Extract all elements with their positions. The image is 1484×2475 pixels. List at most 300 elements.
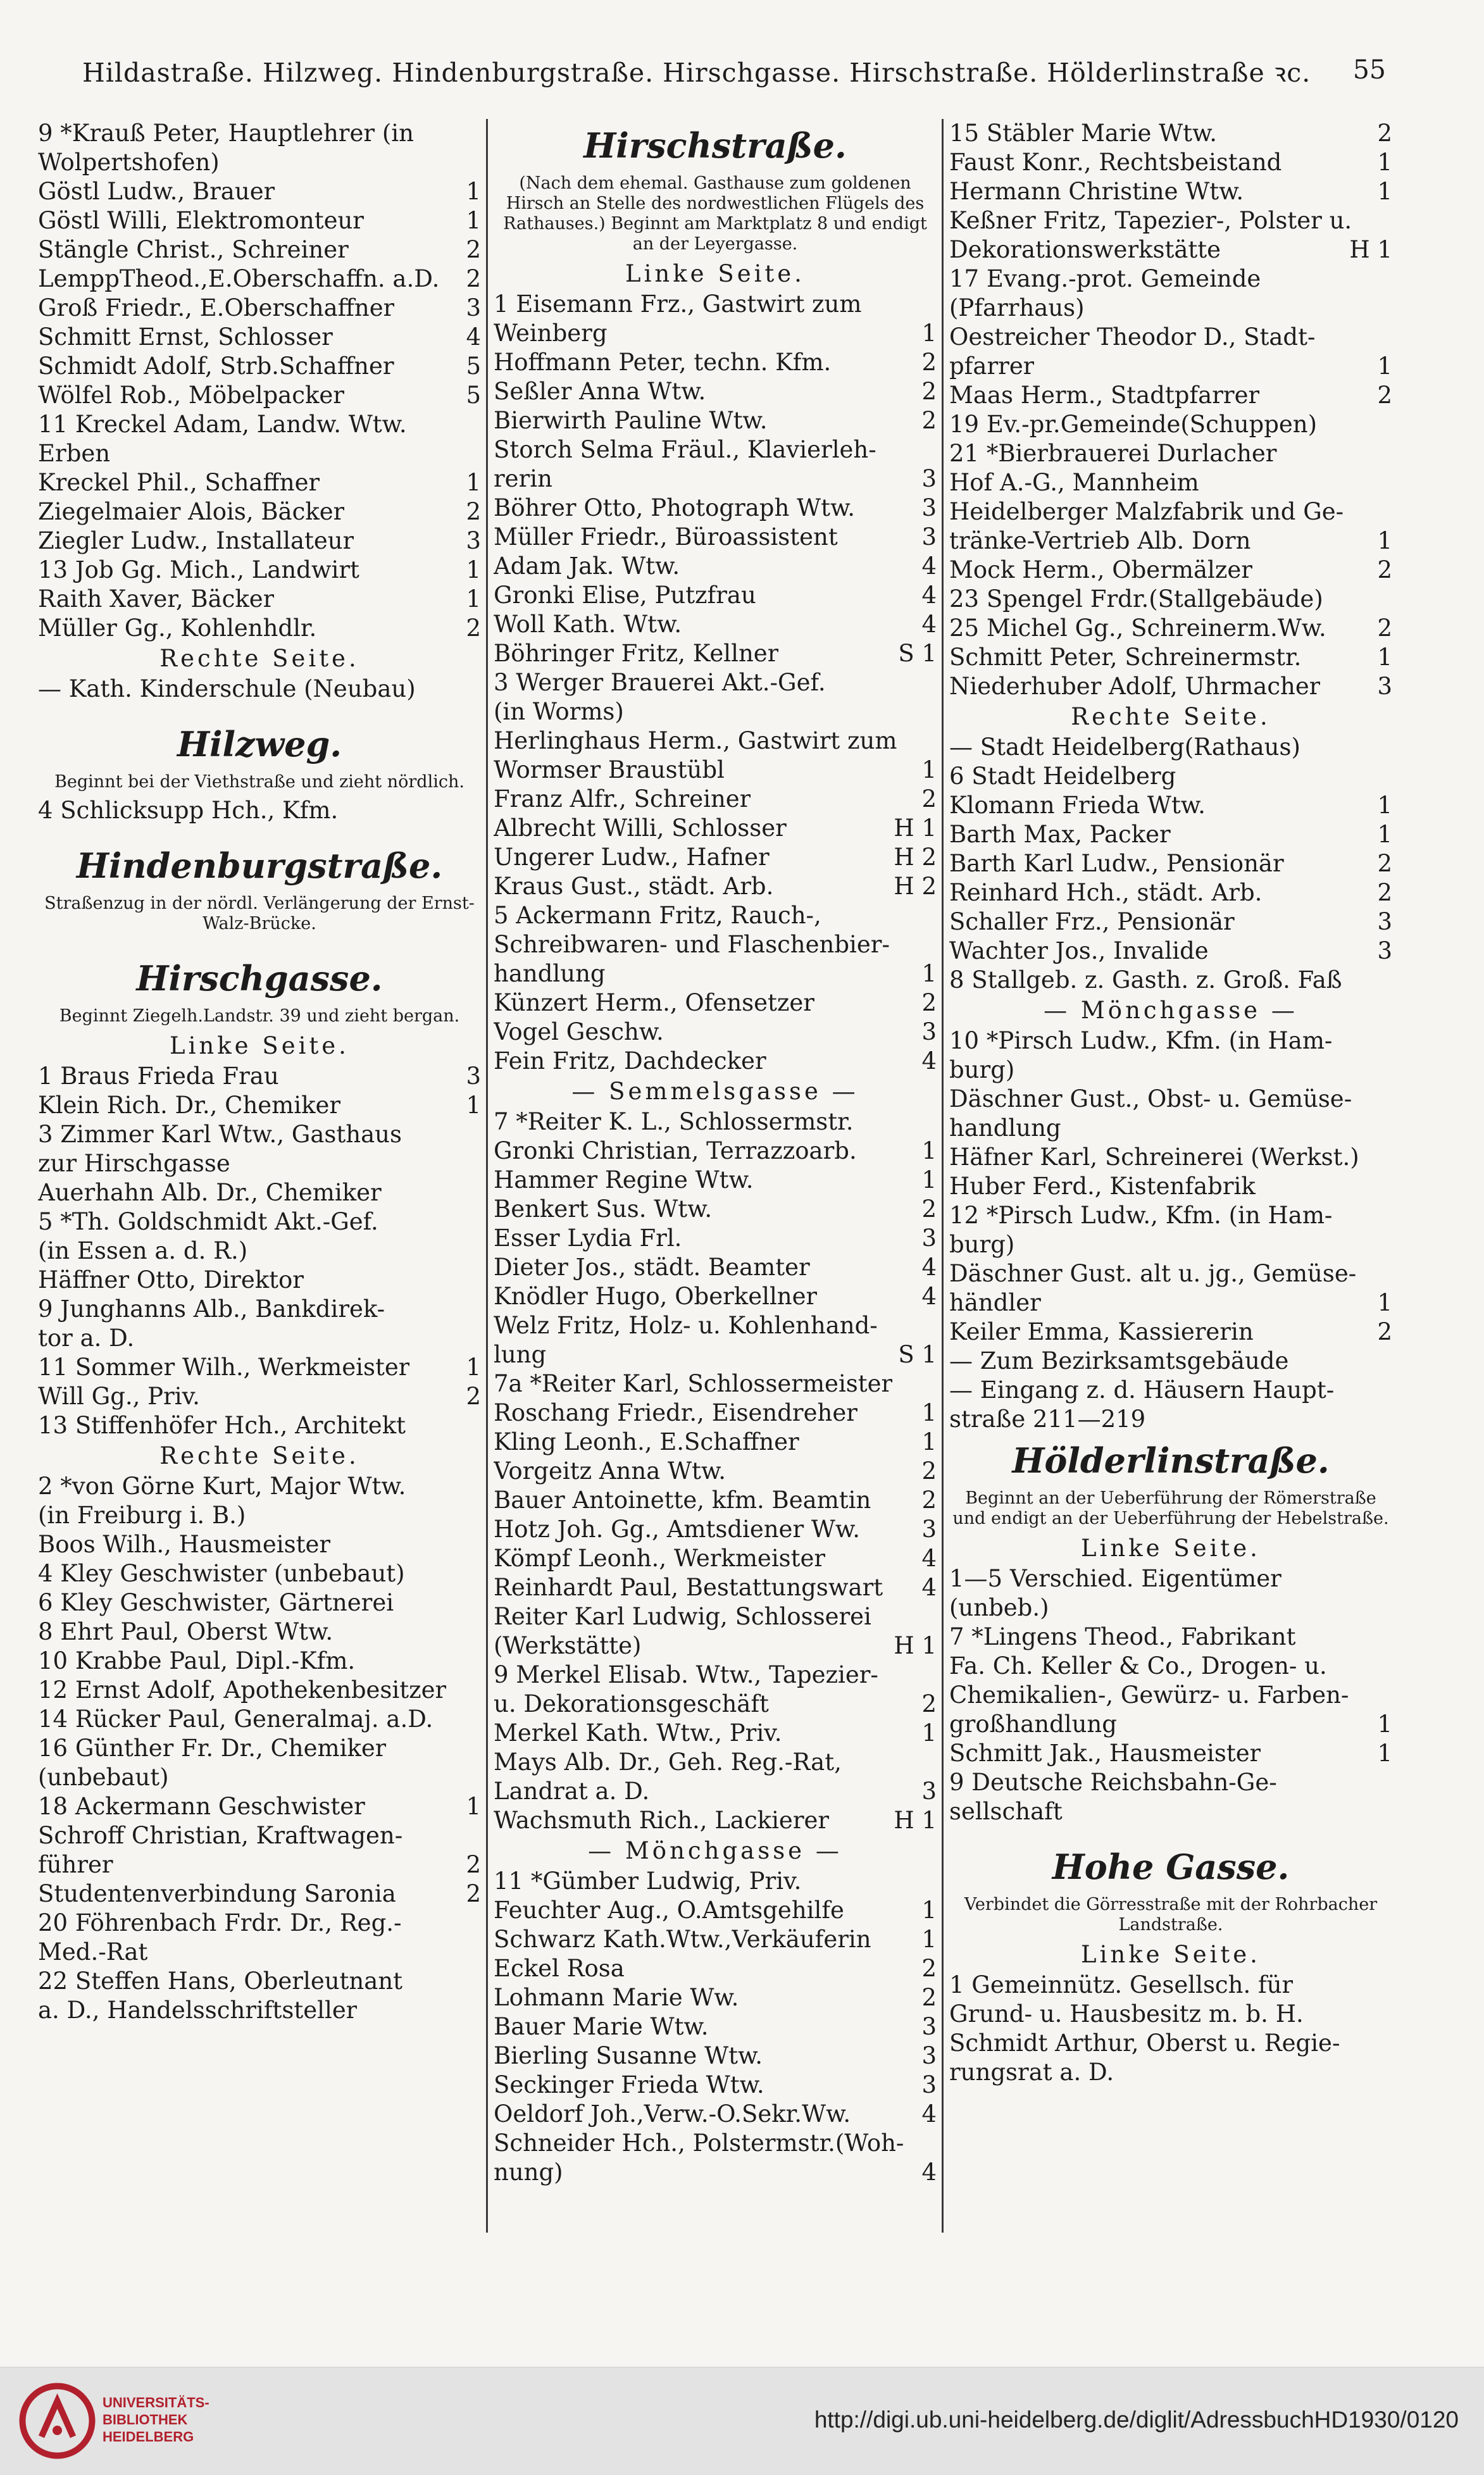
directory-entry bbox=[949, 791, 1392, 820]
directory-entry bbox=[38, 1734, 481, 1763]
directory-entry bbox=[949, 1201, 1392, 1230]
entry-text: 13 Job Gg. Mich., Landwirt bbox=[38, 556, 359, 583]
entry-text: händler bbox=[949, 1289, 1041, 1316]
floor-number: 3 bbox=[921, 2042, 937, 2069]
source-url-link[interactable]: http://digi.ub.uni-heidelberg.de/diglit/AdressbuchHD1930/0120 bbox=[814, 2407, 1459, 2433]
entry-text: Franz Alfr., Schreiner bbox=[494, 785, 751, 813]
directory-entry bbox=[494, 1486, 937, 1515]
entry-text: Wachsmuth Rich., Lackierer bbox=[494, 1807, 830, 1834]
entry-text: Schmitt Ernst, Schlosser bbox=[38, 323, 333, 351]
floor-number: 2 bbox=[921, 1195, 937, 1223]
directory-entry bbox=[949, 1768, 1392, 1797]
street-note: Beginnt an der Ueberführung der Römerstraße und endigt an der Ueberführung der Hebelstraße. bbox=[952, 1488, 1389, 1528]
entry-text: Ziegler Ludw., Installateur bbox=[38, 527, 354, 554]
floor-number: 1 bbox=[466, 1092, 481, 1119]
spacer bbox=[949, 1826, 1392, 1840]
floor-number: 2 bbox=[921, 1487, 937, 1514]
floor-number: 1 bbox=[1377, 1740, 1392, 1767]
entry-text: (Werkstätte) bbox=[494, 1632, 642, 1659]
directory-entry bbox=[494, 1428, 937, 1457]
directory-entry bbox=[494, 1661, 937, 1690]
floor-number: H 1 bbox=[1349, 236, 1392, 263]
floor-number: 1 bbox=[1377, 821, 1392, 848]
entry-text: Woll Kath. Wtw. bbox=[494, 611, 682, 638]
street-note: Straßenzug in der nördl. Verlängerung der Ernst-Walz-Brücke. bbox=[44, 894, 475, 933]
floor-number: 1 bbox=[1377, 149, 1392, 176]
directory-entry bbox=[494, 1253, 937, 1282]
street-note: Beginnt bei der Viethstraße und zieht nördlich. bbox=[54, 772, 465, 792]
floor-number: 2 bbox=[921, 1955, 937, 1982]
street-heading: Hilzweg. bbox=[177, 724, 342, 764]
entry-text: Maas Herm., Stadtpfarrer bbox=[949, 382, 1260, 409]
floor-number: 2 bbox=[466, 1880, 481, 1907]
entry-text: Chemikalien-, Gewürz- u. Farben- bbox=[949, 1681, 1349, 1709]
entry-text: 21 *Bierbrauerei Durlacher bbox=[949, 440, 1277, 467]
directory-entry bbox=[494, 435, 937, 464]
entry-text: Ungerer Ludw., Hafner bbox=[494, 844, 770, 871]
entry-text: 16 Günther Fr. Dr., Chemiker bbox=[38, 1735, 387, 1762]
directory-entry bbox=[494, 1311, 937, 1340]
entry-text: Keiler Emma, Kassiererin bbox=[949, 1318, 1254, 1345]
street-heading: Hindenburgstraße. bbox=[76, 845, 443, 886]
side-label: Linke Seite. bbox=[625, 260, 805, 287]
entry-text: 14 Rücker Paul, Generalmaj. a.D. bbox=[38, 1705, 433, 1733]
directory-entry bbox=[494, 697, 937, 726]
entry-text: Barth Karl Ludw., Pensionär bbox=[949, 850, 1284, 877]
directory-entry bbox=[949, 937, 1392, 966]
directory-entry bbox=[949, 410, 1392, 439]
floor-number: 1 bbox=[921, 960, 937, 987]
floor-number: 2 bbox=[466, 498, 481, 525]
entry-text: zur Hirschgasse bbox=[38, 1150, 230, 1177]
side-label: — Mönchgasse — bbox=[588, 1837, 842, 1864]
entry-text: Huber Ferd., Kistenfabrik bbox=[949, 1173, 1256, 1200]
directory-entry bbox=[949, 1026, 1392, 1056]
entry-text: 15 Stäbler Marie Wtw. bbox=[949, 120, 1218, 147]
directory-entry bbox=[949, 1797, 1392, 1826]
floor-number: 1 bbox=[1377, 178, 1392, 205]
street-heading: Hohe Gasse. bbox=[1052, 1847, 1290, 1887]
floor-number: 4 bbox=[921, 1545, 937, 1572]
directory-entry bbox=[38, 1149, 481, 1178]
floor-number: 1 bbox=[1377, 527, 1392, 554]
street-note: Beginnt Ziegelh.Landstr. 39 und zieht bergan. bbox=[59, 1006, 460, 1026]
entry-text: Göstl Ludw., Brauer bbox=[38, 178, 275, 205]
floor-number: 2 bbox=[466, 614, 481, 642]
entry-text: Stängle Christ., Schreiner bbox=[38, 236, 349, 263]
directory-entry bbox=[494, 901, 937, 930]
entry-text: Bierwirth Pauline Wtw. bbox=[494, 407, 768, 434]
directory-entry bbox=[494, 1954, 937, 1983]
floor-number: 1 bbox=[466, 556, 481, 583]
entry-text: Roschang Friedr., Eisendreher bbox=[494, 1399, 857, 1426]
side-label: Linke Seite. bbox=[170, 1032, 349, 1059]
column-divider bbox=[486, 119, 488, 2233]
directory-entry bbox=[38, 1705, 481, 1734]
entry-text: Studentenverbindung Saronia bbox=[38, 1880, 396, 1907]
directory-entry bbox=[494, 494, 937, 523]
directory-entry bbox=[38, 1996, 481, 2025]
directory-entry bbox=[949, 762, 1392, 791]
directory-entry bbox=[949, 820, 1392, 849]
directory-entry bbox=[949, 235, 1392, 265]
entry-text: 10 *Pirsch Ludw., Kfm. (in Ham- bbox=[949, 1027, 1333, 1054]
directory-entry bbox=[494, 785, 937, 814]
floor-number: 5 bbox=[466, 352, 481, 380]
directory-entry bbox=[38, 235, 481, 265]
directory-entry bbox=[949, 556, 1392, 585]
entry-text: Eckel Rosa bbox=[494, 1955, 625, 1982]
directory-entry bbox=[494, 930, 937, 959]
entry-text: 1 Gemeinnütz. Gesellsch. für bbox=[949, 1971, 1294, 1998]
entry-text: Däschner Gust. alt u. jg., Gemüse- bbox=[949, 1260, 1357, 1287]
library-name-line: HEIDELBERG bbox=[103, 2429, 194, 2445]
entry-text: 9 Merkel Elisab. Wtw., Tapezier- bbox=[494, 1661, 878, 1688]
entry-text: 9 Junghanns Alb., Bankdirek- bbox=[38, 1295, 385, 1323]
directory-entry bbox=[38, 1530, 481, 1559]
directory-entry bbox=[494, 1806, 937, 1835]
entry-text: großhandlung bbox=[949, 1711, 1117, 1738]
directory-entry bbox=[494, 1166, 937, 1195]
entry-text: Schroff Christian, Kraftwagen- bbox=[38, 1822, 403, 1849]
entry-text: Storch Selma Fräul., Klavierleh- bbox=[494, 436, 876, 463]
directory-entry bbox=[494, 319, 937, 348]
entry-text: 1 Eisemann Frz., Gastwirt zum bbox=[494, 290, 862, 318]
entry-text: Reinhardt Paul, Bestattungswart bbox=[494, 1574, 883, 1601]
entry-text: 4 Kley Geschwister (unbebaut) bbox=[38, 1560, 405, 1587]
directory-entry bbox=[949, 1376, 1392, 1405]
university-logo-icon bbox=[18, 2381, 97, 2460]
entry-text: 6 Kley Geschwister, Gärtnerei bbox=[38, 1589, 394, 1616]
floor-number: 4 bbox=[921, 552, 937, 580]
entry-text: 7 *Lingens Theod., Fabrikant bbox=[949, 1623, 1296, 1650]
entry-text: 5 *Th. Goldschmidt Akt.-Gef. bbox=[38, 1208, 378, 1235]
floor-number: 2 bbox=[921, 1984, 937, 2011]
entry-text: — Kath. Kinderschule (Neubau) bbox=[38, 675, 416, 702]
directory-entry bbox=[949, 2029, 1392, 2058]
floor-number: S 1 bbox=[898, 640, 937, 667]
floor-number: 2 bbox=[1377, 1318, 1392, 1345]
directory-entry bbox=[949, 1114, 1392, 1143]
floor-number: 2 bbox=[466, 236, 481, 263]
page-number: 55 bbox=[1352, 54, 1386, 85]
directory-entry bbox=[38, 1559, 481, 1588]
directory-entry bbox=[494, 1224, 937, 1253]
directory-entry bbox=[38, 1909, 481, 1938]
entry-text: Häfner Karl, Schreinerei (Werkst.) bbox=[949, 1144, 1359, 1171]
entry-text: Schneider Hch., Polstermstr.(Woh- bbox=[494, 2129, 904, 2157]
entry-text: Müller Friedr., Büroassistent bbox=[494, 523, 838, 551]
floor-number: 3 bbox=[466, 294, 481, 321]
directory-entry bbox=[949, 2058, 1392, 2087]
directory-entry bbox=[949, 1652, 1392, 1681]
entry-text: Hotz Joh. Gg., Amtsdiener Ww. bbox=[494, 1516, 860, 1543]
floor-number: 1 bbox=[466, 469, 481, 496]
directory-entry bbox=[494, 1777, 937, 1806]
floor-number: 3 bbox=[921, 1778, 937, 1805]
directory-entry bbox=[949, 323, 1392, 352]
directory-entry bbox=[38, 1472, 481, 1501]
floor-number: 2 bbox=[1377, 382, 1392, 409]
directory-entry bbox=[494, 2071, 937, 2100]
entry-text: 11 Kreckel Adam, Landw. Wtw. bbox=[38, 411, 407, 438]
floor-number: 1 bbox=[921, 756, 937, 783]
entry-text: Fa. Ch. Keller & Co., Drogen- u. bbox=[949, 1652, 1327, 1680]
directory-entry bbox=[38, 381, 481, 410]
entry-text: (unbebaut) bbox=[38, 1764, 169, 1791]
directory-entry bbox=[949, 1710, 1392, 1739]
entry-text: Reiter Karl Ludwig, Schlosserei bbox=[494, 1603, 871, 1630]
entry-text: — Eingang z. d. Häusern Haupt- bbox=[949, 1376, 1335, 1404]
directory-entry bbox=[494, 756, 937, 785]
directory-entry bbox=[949, 1739, 1392, 1768]
side-label: Linke Seite. bbox=[1081, 1941, 1261, 1968]
entry-text: (in Freiburg i. B.) bbox=[38, 1502, 246, 1529]
entry-text: Heidelberger Malzfabrik und Ge- bbox=[949, 498, 1344, 525]
floor-number: H 1 bbox=[894, 1632, 937, 1659]
side-label: Rechte Seite. bbox=[159, 1442, 359, 1469]
entry-text: Müller Gg., Kohlenhdlr. bbox=[38, 614, 317, 642]
entry-text: Wölfel Rob., Möbelpacker bbox=[38, 382, 344, 409]
spacer bbox=[38, 704, 481, 718]
directory-entry bbox=[949, 849, 1392, 878]
directory-entry bbox=[949, 733, 1392, 762]
floor-number: 4 bbox=[921, 2159, 937, 2186]
entry-text: 23 Spengel Frdr.(Stallgebäude) bbox=[949, 585, 1323, 613]
entry-text: 25 Michel Gg., Schreinerm.Ww. bbox=[949, 614, 1326, 642]
directory-entry bbox=[38, 206, 481, 235]
directory-entry bbox=[494, 1282, 937, 1311]
directory-entry bbox=[494, 1107, 937, 1137]
entry-text: 5 Ackermann Fritz, Rauch-, bbox=[494, 902, 821, 929]
floor-number: 2 bbox=[1377, 614, 1392, 642]
entry-text: Adam Jak. Wtw. bbox=[494, 552, 680, 580]
entry-text: 12 *Pirsch Ludw., Kfm. (in Ham- bbox=[949, 1202, 1333, 1229]
directory-entry bbox=[494, 872, 937, 901]
street-heading: Hölderlinstraße. bbox=[1012, 1440, 1330, 1481]
entry-text: sellschaft bbox=[949, 1798, 1063, 1825]
entry-text: Grund- u. Hausbesitz m. b. H. bbox=[949, 2000, 1304, 2028]
entry-text: Feuchter Aug., O.Amtsgehilfe bbox=[494, 1897, 844, 1924]
directory-entry bbox=[38, 148, 481, 177]
directory-entry bbox=[38, 1353, 481, 1382]
directory-entry bbox=[494, 2042, 937, 2071]
entry-text: Faust Konr., Rechtsbeistand bbox=[949, 149, 1282, 176]
entry-text: handlung bbox=[494, 960, 606, 987]
entry-text: Klomann Frieda Wtw. bbox=[949, 792, 1206, 819]
directory-entry bbox=[494, 1369, 937, 1399]
entry-text: Will Gg., Priv. bbox=[38, 1383, 200, 1410]
directory-entry bbox=[949, 1623, 1392, 1652]
entry-text: Landrat a. D. bbox=[494, 1778, 650, 1805]
entry-text: Kling Leonh., E.Schaffner bbox=[494, 1428, 799, 1456]
floor-number: 1 bbox=[921, 1719, 937, 1747]
entry-text: Erben bbox=[38, 440, 111, 467]
floor-number: 2 bbox=[1377, 556, 1392, 583]
directory-entry bbox=[949, 294, 1392, 323]
directory-entry bbox=[38, 497, 481, 527]
column-3 bbox=[949, 119, 1392, 2245]
entry-text: (in Worms) bbox=[494, 698, 624, 725]
floor-number: 1 bbox=[921, 1399, 937, 1426]
footer-bar bbox=[0, 2367, 1484, 2475]
floor-number: 1 bbox=[921, 1897, 937, 1924]
directory-entry bbox=[38, 1676, 481, 1705]
entry-text: Vorgeitz Anna Wtw. bbox=[494, 1457, 726, 1485]
directory-entry bbox=[949, 1085, 1392, 1114]
directory-entry bbox=[494, 1896, 937, 1925]
entry-text: Boos Wilh., Hausmeister bbox=[38, 1531, 331, 1558]
entry-text: Raith Xaver, Bäcker bbox=[38, 585, 275, 613]
directory-entry bbox=[949, 497, 1392, 527]
entry-text: Mays Alb. Dr., Geh. Reg.-Rat, bbox=[494, 1749, 842, 1776]
entry-text: Dekorationswerkstätte bbox=[949, 236, 1221, 263]
entry-text: Keßner Fritz, Tapezier-, Polster u. bbox=[949, 207, 1352, 234]
column-divider bbox=[942, 119, 944, 2233]
directory-entry bbox=[494, 1018, 937, 1047]
directory-entry bbox=[949, 878, 1392, 907]
directory-entry bbox=[949, 148, 1392, 177]
library-name bbox=[103, 2394, 209, 2445]
floor-number: 4 bbox=[921, 1574, 937, 1601]
entry-text: LemppTheod.,E.Oberschaffn. a.D. bbox=[38, 265, 440, 292]
side-label: Rechte Seite. bbox=[159, 645, 359, 672]
floor-number: 2 bbox=[921, 407, 937, 434]
directory-entry bbox=[38, 556, 481, 585]
entry-text: 1 Braus Frieda Frau bbox=[38, 1063, 279, 1090]
directory-entry bbox=[494, 639, 937, 668]
entry-text: Däschner Gust., Obst- u. Gemüse- bbox=[949, 1085, 1352, 1113]
entry-text: 20 Föhrenbach Frdr. Dr., Reg.- bbox=[38, 1909, 402, 1936]
directory-entry bbox=[494, 1047, 937, 1076]
floor-number: 4 bbox=[921, 582, 937, 609]
floor-number: 4 bbox=[921, 1047, 937, 1075]
entry-text: 8 Ehrt Paul, Oberst Wtw. bbox=[38, 1618, 334, 1645]
directory-entry bbox=[38, 1062, 481, 1091]
entry-text: Herlinghaus Herm., Gastwirt zum bbox=[494, 727, 897, 754]
entry-text: tränke-Vertrieb Alb. Dorn bbox=[949, 527, 1251, 554]
street-heading: Hirschstraße. bbox=[583, 125, 847, 166]
directory-entry bbox=[949, 381, 1392, 410]
directory-entry bbox=[949, 614, 1392, 643]
entry-text: handlung bbox=[949, 1114, 1061, 1142]
entry-text: Kömpf Leonh., Werkmeister bbox=[494, 1545, 826, 1572]
floor-number: 1 bbox=[921, 1428, 937, 1456]
floor-number: 3 bbox=[1377, 937, 1392, 964]
directory-entry bbox=[494, 726, 937, 756]
directory-entry bbox=[949, 907, 1392, 937]
column-1 bbox=[38, 119, 481, 2245]
entry-text: Wolpertshofen) bbox=[38, 149, 220, 176]
floor-number: 3 bbox=[921, 1018, 937, 1045]
floor-number: S 1 bbox=[898, 1341, 937, 1368]
directory-entry bbox=[949, 352, 1392, 381]
entry-text: Bierling Susanne Wtw. bbox=[494, 2042, 763, 2069]
floor-number: 1 bbox=[466, 1793, 481, 1820]
entry-text: 8 Stallgeb. z. Gasth. z. Groß. Faß bbox=[949, 966, 1342, 994]
entry-text: 3 Werger Brauerei Akt.-Gef. bbox=[494, 669, 826, 696]
directory-entry bbox=[38, 1792, 481, 1821]
floor-number: 3 bbox=[921, 523, 937, 551]
entry-text: Hoffmann Peter, techn. Kfm. bbox=[494, 349, 832, 376]
floor-number: 2 bbox=[921, 785, 937, 813]
directory-entry bbox=[38, 1647, 481, 1676]
entry-text: Seckinger Frieda Wtw. bbox=[494, 2071, 764, 2098]
floor-number: 1 bbox=[1377, 352, 1392, 380]
directory-entry bbox=[949, 1681, 1392, 1710]
directory-entry bbox=[38, 265, 481, 294]
entry-text: (unbeb.) bbox=[949, 1594, 1049, 1621]
entry-text: Wachter Jos., Invalide bbox=[949, 937, 1209, 964]
floor-number: 2 bbox=[1377, 120, 1392, 147]
entry-text: 9 Deutsche Reichsbahn-Ge- bbox=[949, 1769, 1277, 1796]
directory-entry bbox=[949, 468, 1392, 497]
directory-entry bbox=[494, 610, 937, 639]
entry-text: Künzert Herm., Ofensetzer bbox=[494, 989, 814, 1016]
floor-number: 3 bbox=[921, 1225, 937, 1252]
entry-text: lung bbox=[494, 1341, 547, 1368]
entry-text: Fein Fritz, Dachdecker bbox=[494, 1047, 766, 1075]
entry-text: Barth Max, Packer bbox=[949, 821, 1171, 848]
entry-text: Oeldorf Joh.,Verw.-O.Sekr.Ww. bbox=[494, 2100, 851, 2128]
floor-number: 2 bbox=[921, 349, 937, 376]
directory-entry bbox=[38, 1618, 481, 1647]
spacer bbox=[38, 825, 481, 839]
directory-entry bbox=[494, 814, 937, 843]
directory-entry bbox=[494, 1719, 937, 1748]
spacer bbox=[38, 938, 481, 952]
floor-number: 1 bbox=[921, 1137, 937, 1164]
directory-entry bbox=[949, 1259, 1392, 1288]
floor-number: H 1 bbox=[894, 1807, 937, 1834]
directory-entry bbox=[949, 177, 1392, 206]
directory-entry bbox=[494, 523, 937, 552]
entry-text: 12 Ernst Adolf, Apothekenbesitzer bbox=[38, 1676, 447, 1704]
directory-entry bbox=[949, 2000, 1392, 2029]
floor-number: 2 bbox=[921, 1690, 937, 1718]
street-note: Verbindet die Görresstraße mit der Rohrbacher Landstraße. bbox=[964, 1895, 1378, 1935]
column-2 bbox=[494, 119, 937, 2245]
directory-entry bbox=[38, 1850, 481, 1880]
entry-text: Bauer Antoinette, kfm. Beamtin bbox=[494, 1487, 871, 1514]
directory-entry bbox=[38, 1411, 481, 1440]
directory-entry bbox=[38, 468, 481, 497]
entry-text: Groß Friedr., E.Oberschaffner bbox=[38, 294, 395, 321]
entry-text: Benkert Sus. Wtw. bbox=[494, 1195, 713, 1223]
running-title: Hildastraße. Hilzweg. Hindenburgstraße. Hirschgasse. Hirschstraße. Hölderlinstraße ꝛc. bbox=[82, 58, 1311, 88]
floor-number: 1 bbox=[466, 178, 481, 205]
directory-entry bbox=[38, 614, 481, 643]
directory-entry bbox=[494, 2158, 937, 2187]
entry-text: 17 Evang.-prot. Gemeinde bbox=[949, 265, 1261, 292]
entry-text: — Zum Bezirksamtsgebäude bbox=[949, 1347, 1289, 1375]
directory-entry bbox=[38, 1501, 481, 1530]
directory-entry bbox=[494, 377, 937, 406]
floor-number: H 2 bbox=[894, 844, 937, 871]
entry-text: burg) bbox=[949, 1231, 1015, 1258]
entry-text: Dieter Jos., städt. Beamter bbox=[494, 1254, 810, 1281]
directory-entry bbox=[38, 1207, 481, 1237]
entry-text: 11 *Gümber Ludwig, Priv. bbox=[494, 1867, 802, 1895]
floor-number: 3 bbox=[921, 465, 937, 492]
entry-text: Knödler Hugo, Oberkellner bbox=[494, 1283, 818, 1310]
directory-entry bbox=[949, 1318, 1392, 1347]
entry-text: Böhringer Fritz, Kellner bbox=[494, 640, 779, 667]
floor-number: 1 bbox=[466, 585, 481, 613]
entry-text: Häffner Otto, Direktor bbox=[38, 1266, 304, 1294]
directory-entry bbox=[494, 1631, 937, 1661]
directory-entry bbox=[38, 323, 481, 352]
